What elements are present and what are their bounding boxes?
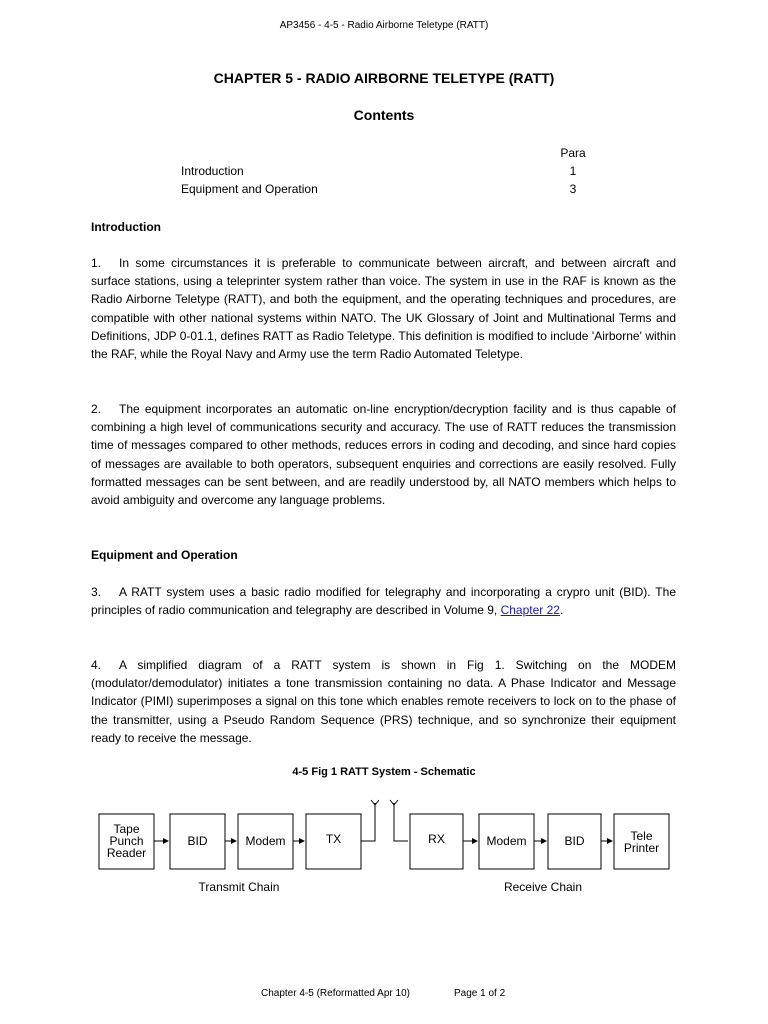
tx-antenna-icon xyxy=(371,800,379,805)
running-header: AP3456 - 4-5 - Radio Airborne Teletype (RATT) xyxy=(279,20,489,31)
paragraph-number: 4. xyxy=(91,658,102,672)
box-label: Tele xyxy=(630,829,653,843)
footer-page-number: Page 1 of 2 xyxy=(454,988,506,999)
rx-antenna-icon xyxy=(390,800,398,805)
section-heading-introduction: Introduction xyxy=(91,220,161,234)
transmit-chain-label: Transmit Chain xyxy=(198,880,280,894)
paragraph-2 xyxy=(91,400,676,509)
toc-entry[interactable] xyxy=(181,182,581,196)
paragraph-text-end: . xyxy=(559,603,564,618)
receive-chain-label: Receive Chain xyxy=(503,880,583,894)
paragraph-text: The equipment incorporates an automatic on-line encryption/decryption facility and is thus capable of combining a high level of communications security and accuracy. The use of RATT reduces the transmission time of messages compared to other methods, reduces errors in coding and decoding, and since hard copies of messages are available to both operators, subsequent enquiries and corrections are easily resolved. Fully formatted messages can be sent between, and are readily understood by, all NATO members which helps to avoid ambiguity and overcome any language problems. xyxy=(91,402,676,508)
contents-title: Contents xyxy=(353,107,415,123)
ratt-schematic-diagram xyxy=(90,795,680,905)
toc-entry-para: 3 xyxy=(569,182,577,196)
rx-antenna-line xyxy=(394,803,408,841)
box-label: Reader xyxy=(106,846,147,860)
paragraph-number: 2. xyxy=(91,402,102,416)
footer-chapter-info: Chapter 4-5 (Reformatted Apr 10) xyxy=(261,988,410,999)
box-label: Modem xyxy=(486,834,527,848)
toc-para-header: Para xyxy=(560,146,586,160)
section-heading-equipment: Equipment and Operation xyxy=(91,548,238,562)
box-label: TX xyxy=(325,832,342,846)
tx-antenna-line xyxy=(361,803,375,841)
box-label: BID xyxy=(187,834,208,848)
paragraph-number: 3. xyxy=(91,585,102,599)
paragraph-4 xyxy=(91,656,676,747)
box-label: Printer xyxy=(623,841,660,855)
box-label: Modem xyxy=(245,834,286,848)
toc-entry-label[interactable]: Equipment and Operation xyxy=(181,182,318,196)
paragraph-number: 1. xyxy=(91,256,102,270)
box-label: BID xyxy=(564,834,585,848)
paragraph-text: A simplified diagram of a RATT system is shown in Fig 1. Switching on the MODEM (modulator/demodulator) initiates a tone transmission containing no data. A Phase Indicator and Message Indicator (PIMI) superimposes a signal on this tone which enables remote receivers to lock on to the phase of the transmitter, using a Pseudo Random Sequence (PRS) technique, and so synchronize their equipment ready to receive the message. xyxy=(91,658,676,745)
paragraph-text: A RATT system uses a basic radio modified for telegraphy and incorporating a crypro unit (BID). The principles of radio communication and telegraphy are described in Volume 9, xyxy=(91,585,676,618)
box-label: Punch xyxy=(109,834,144,848)
paragraph-3 xyxy=(91,583,676,619)
figure-caption: 4-5 Fig 1 RATT System - Schematic xyxy=(292,766,476,778)
chapter-title: CHAPTER 5 - RADIO AIRBORNE TELETYPE (RATT) xyxy=(213,70,555,86)
paragraph-text: In some circumstances it is preferable to communicate between aircraft, and between aircraft and surface stations, using a teleprinter system rather than voice. The system in use in the RAF is known as the Radio Airborne Teletype (RATT), and both the equipment, and the operating techniques and procedures, are compatible with other national systems within NATO. The UK Glossary of Joint and Multinational Terms and Definitions, JDP 0-01.1, defines RATT as Radio Teletype. This definition is modified to include 'Airborne' within the RAF, while the Royal Navy and Army use the term Radio Automated Teletype. xyxy=(91,256,676,362)
toc-entry-label[interactable]: Introduction xyxy=(181,164,244,178)
chapter-22-link[interactable]: Chapter 22 xyxy=(500,603,560,618)
toc-entry[interactable] xyxy=(181,164,581,178)
box-label: Tape xyxy=(113,822,140,836)
toc-entry-para: 1 xyxy=(569,164,577,178)
paragraph-1 xyxy=(91,254,676,363)
box-label: RX xyxy=(428,832,445,846)
